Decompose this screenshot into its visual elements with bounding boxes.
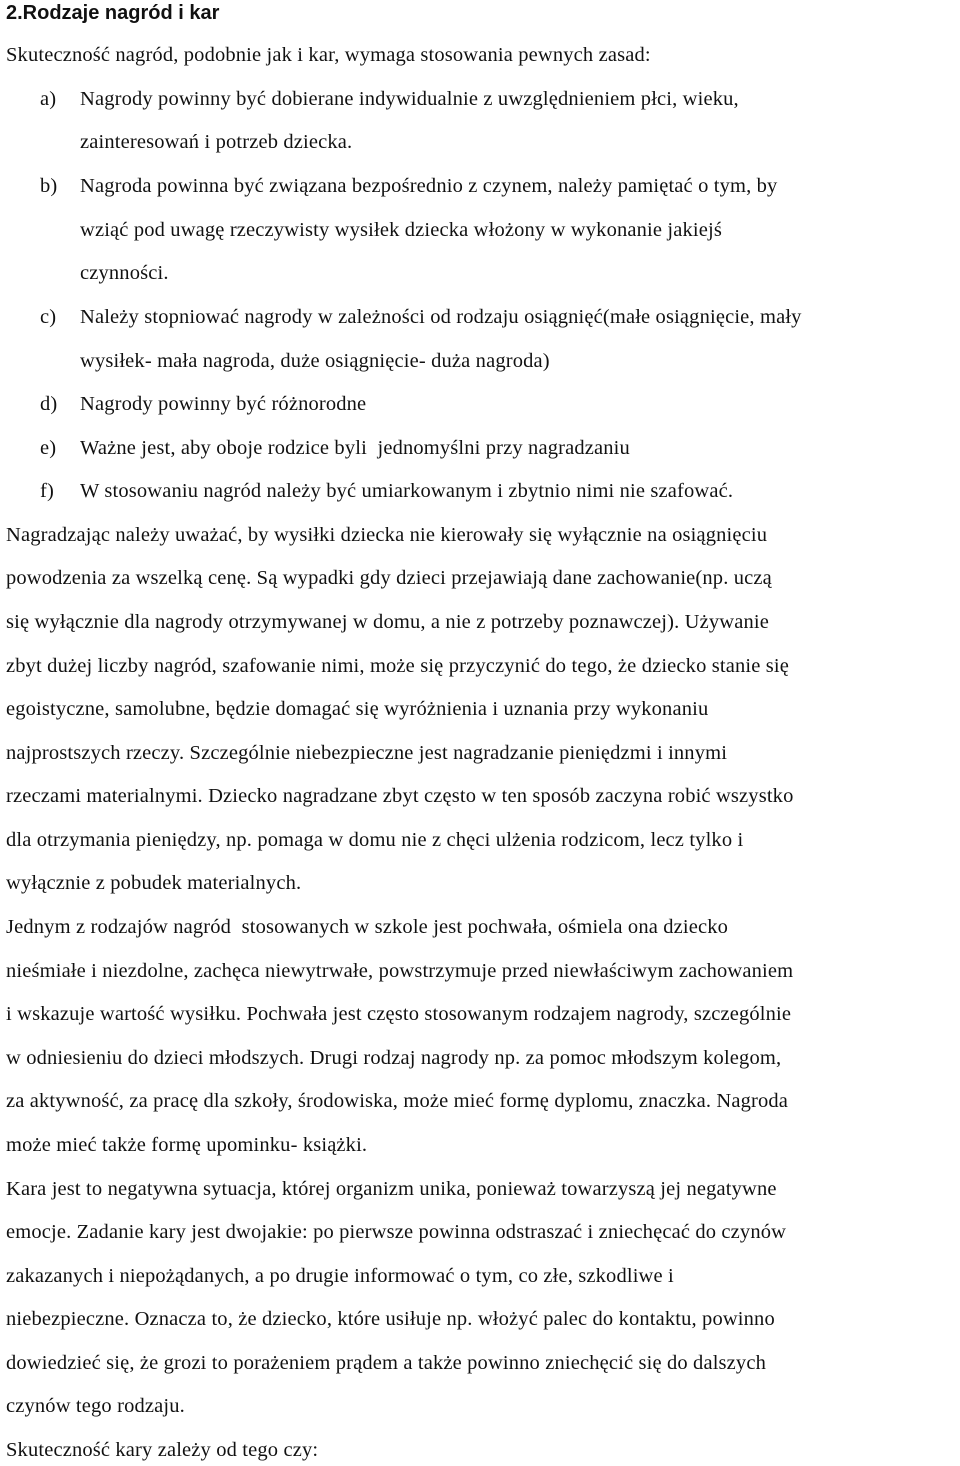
list-marker: d) <box>40 393 58 415</box>
list-item-line: wysiłek- mała nagroda, duże osiągnięcie- duża nagroda) <box>80 350 550 372</box>
paragraph-line: Jednym z rodzajów nagród stosowanych w szkole jest pochwała, ośmiela ona dziecko <box>6 916 729 938</box>
paragraph-line: wyłącznie z pobudek materialnych. <box>6 872 302 894</box>
paragraph-line: zakazanych i niepożądanych, a po drugie informować o tym, co złe, szkodliwe i <box>6 1265 674 1287</box>
intro-line: Skuteczność nagród, podobnie jak i kar, wymaga stosowania pewnych zasad: <box>6 44 651 66</box>
list-item-line: Nagroda powinna być związana bezpośrednio z czynem, należy pamiętać o tym, by <box>80 175 778 197</box>
list-marker: b) <box>40 175 58 197</box>
list-item-line: Ważne jest, aby oboje rodzice byli jednomyślni przy nagradzaniu <box>80 437 630 459</box>
paragraph-line: Kara jest to negatywna sytuacja, której organizm unika, ponieważ towarzyszą jej negatywne <box>6 1178 777 1200</box>
list-item-line: Nagrody powinny być dobierane indywidualnie z uwzględnieniem płci, wieku, <box>80 88 739 110</box>
paragraph-line: i wskazuje wartość wysiłku. Pochwała jest często stosowanym rodzajem nagrody, szczególnie <box>6 1003 792 1025</box>
list-item-line: Należy stopniować nagrody w zależności od rodzaju osiągnięć(małe osiągnięcie, mały <box>80 306 802 328</box>
paragraph-line: dla otrzymania pieniędzy, np. pomaga w domu nie z chęci ulżenia rodzicom, lecz tylko i <box>6 829 744 851</box>
section-heading: 2.Rodzaje nagród i kar <box>6 2 220 24</box>
list-item-line: wziąć pod uwagę rzeczywisty wysiłek dziecka włożony w wykonanie jakiejś <box>80 219 722 241</box>
list-marker: f) <box>40 480 54 502</box>
paragraph-line: nieśmiałe i niezdolne, zachęca niewytrwałe, powstrzymuje przed niewłaściwym zachowaniem <box>6 960 794 982</box>
paragraph-line: egoistyczne, samolubne, będzie domagać się wyróżnienia i uznania przy wykonaniu <box>6 698 709 720</box>
paragraph-line: Skuteczność kary zależy od tego czy: <box>6 1439 319 1461</box>
paragraph-line: za aktywność, za pracę dla szkoły, środowiska, może mieć formę dyplomu, znaczka. Nagroda <box>6 1090 789 1112</box>
paragraph-line: rzeczami materialnymi. Dziecko nagradzane zbyt często w ten sposób zaczyna robić wszystko <box>6 785 794 807</box>
paragraph-line: w odniesieniu do dzieci młodszych. Drugi rodzaj nagrody np. za pomoc młodszym kolegom, <box>6 1047 782 1069</box>
paragraph-line: niebezpieczne. Oznacza to, że dziecko, które usiłuje np. włożyć palec do kontaktu, powinno <box>6 1308 775 1330</box>
list-item-line: czynności. <box>80 262 169 284</box>
paragraph-line: Nagradzając należy uważać, by wysiłki dziecka nie kierowały się wyłącznie na osiągnięciu <box>6 524 768 546</box>
paragraph-line: zbyt dużej liczby nagród, szafowanie nimi, może się przyczynić do tego, że dziecko stanie się <box>6 655 789 677</box>
paragraph-line: może mieć także formę upominku- książki. <box>6 1134 368 1156</box>
paragraph-line: dowiedzieć się, że grozi to porażeniem prądem a także powinno zniechęcić się do dalszych <box>6 1352 766 1374</box>
list-item-line: zainteresowań i potrzeb dziecka. <box>80 131 353 153</box>
paragraph-line: się wyłącznie dla nagrody otrzymywanej w domu, a nie z potrzeby poznawczej). Używanie <box>6 611 769 633</box>
list-marker: c) <box>40 306 57 328</box>
list-item-line: Nagrody powinny być różnorodne <box>80 393 367 415</box>
paragraph-line: czynów tego rodzaju. <box>6 1395 185 1417</box>
list-item-line: W stosowaniu nagród należy być umiarkowanym i zbytnio nimi nie szafować. <box>80 480 734 502</box>
paragraph-line: najprostszych rzeczy. Szczególnie niebezpieczne jest nagradzanie pieniędzmi i innymi <box>6 742 728 764</box>
paragraph-line: emocje. Zadanie kary jest dwojakie: po pierwsze powinna odstraszać i zniechęcać do czynów <box>6 1221 787 1243</box>
list-marker: e) <box>40 437 57 459</box>
paragraph-line: powodzenia za wszelką cenę. Są wypadki gdy dzieci przejawiają dane zachowanie(np. uczą <box>6 567 772 589</box>
list-marker: a) <box>40 88 57 110</box>
